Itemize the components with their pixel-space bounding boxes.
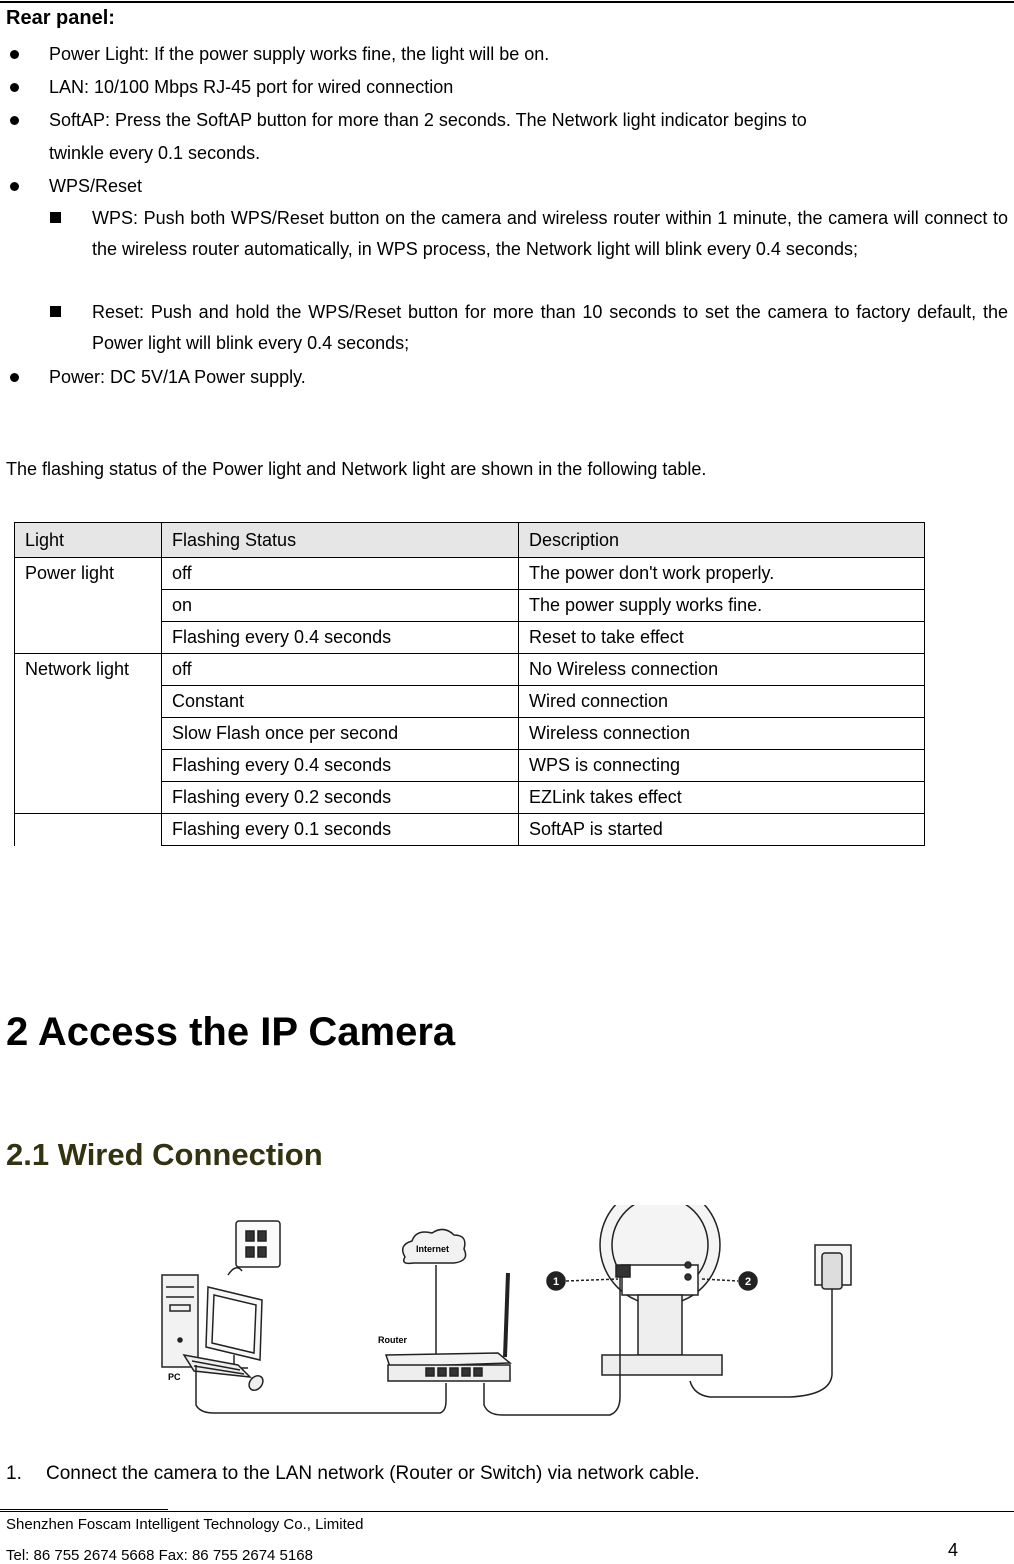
light-cell: Power light [15,558,162,654]
router-icon [386,1273,510,1381]
light-status-table [14,522,925,846]
list-item: SoftAP: Press the SoftAP button for more than 2 seconds. The Network light indicator begins to [0,104,1014,137]
internet-label: Internet [416,1244,450,1254]
list-item: LAN: 10/100 Mbps RJ-45 port for wired connection [0,71,1014,104]
status-cell: on [162,590,519,622]
bullet-icon [10,373,19,382]
light-cell [15,814,162,846]
footer-rule [0,1511,1014,1512]
square-bullet-icon [50,306,61,317]
status-cell: Flashing every 0.1 seconds [162,814,519,846]
pc-tower-icon [162,1275,198,1367]
header-cell: Flashing Status [162,523,519,558]
monitor-icon [206,1287,262,1368]
lan-port-inset-icon [228,1221,280,1275]
step-2-label: 2 [745,1276,752,1288]
step-text: Connect the camera to the LAN network (Router or Switch) via network cable. [46,1463,700,1484]
bullet-icon [10,116,19,125]
page-number: 4 [948,1540,959,1560]
bullet-icon [10,50,19,59]
footer-contact: Tel: 86 755 2674 5668 Fax: 86 755 2674 5168 [6,1547,313,1564]
square-bullet-icon [50,212,61,223]
step-1-label: 1 [553,1276,560,1288]
status-cell: off [162,654,519,686]
description-cell: Wired connection [519,686,925,718]
description-cell: WPS is connecting [519,750,925,782]
status-cell: Flashing every 0.2 seconds [162,782,519,814]
section-title: 2 Access the IP Camera [6,1010,456,1054]
table-row [15,558,925,590]
status-cell: Constant [162,686,519,718]
wired-connection-diagram [150,1205,860,1420]
rear-panel-title: Rear panel: [6,7,115,29]
subsection-title: 2.1 Wired Connection [6,1137,323,1172]
step-instruction [6,1463,700,1485]
table-row [15,654,925,686]
status-cell: off [162,558,519,590]
router-label: Router [378,1335,407,1345]
footer-rule-short [0,1509,168,1510]
description-cell: SoftAP is started [519,814,925,846]
light-cell: Network light [15,654,162,814]
camera-icon [600,1205,722,1375]
pc-label: PC [168,1372,181,1382]
description-cell: The power supply works fine. [519,590,925,622]
description-cell: The power don't work properly. [519,558,925,590]
header-cell: Description [519,523,925,558]
table-row [15,814,925,846]
list-item: WPS/Reset [0,170,1014,203]
sub-list-item: WPS: Push both WPS/Reset button on the camera and wireless router within 1 minute, the camera will connect to the wireless router automatically, in WPS process, the Network light will blink every 0.4 seconds; [0,203,1014,297]
step-number: 1. [6,1463,22,1484]
status-cell: Flashing every 0.4 seconds [162,622,519,654]
header-cell: Light [15,523,162,558]
table-intro: The flashing status of the Power light and Network light are shown in the following table. [6,459,707,479]
description-cell: No Wireless connection [519,654,925,686]
sub-list-item: Reset: Push and hold the WPS/Reset button for more than 10 seconds to set the camera to factory default, the Power light will blink every 0.4 seconds; [0,297,1014,361]
table-header-row [15,523,925,558]
list-item: Power: DC 5V/1A Power supply. [0,361,1014,394]
list-item: Power Light: If the power supply works fine, the light will be on. [0,38,1014,71]
bullet-icon [10,182,19,191]
list-item-continuation: twinkle every 0.1 seconds. [49,143,261,163]
keyboard-icon [184,1355,250,1377]
description-cell: Wireless connection [519,718,925,750]
rear-panel-list [0,38,1014,394]
footer-company: Shenzhen Foscam Intelligent Technology Co., Limited [6,1516,364,1533]
top-rule [0,1,1014,3]
status-cell: Slow Flash once per second [162,718,519,750]
bullet-icon [10,83,19,92]
status-cell: Flashing every 0.4 seconds [162,750,519,782]
description-cell: Reset to take effect [519,622,925,654]
description-cell: EZLink takes effect [519,782,925,814]
